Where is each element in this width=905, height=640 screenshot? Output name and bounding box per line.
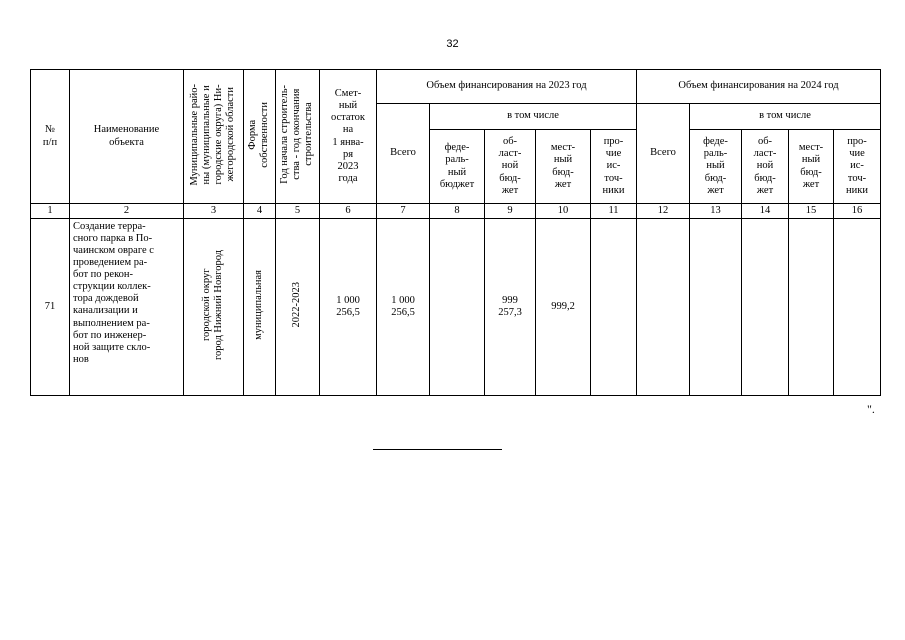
header-num: № п/п bbox=[31, 70, 70, 204]
row-balance: 1 000 256,5 bbox=[320, 219, 377, 396]
column-number: 9 bbox=[485, 204, 536, 219]
column-number: 7 bbox=[377, 204, 430, 219]
row-ownership: муниципальная bbox=[244, 219, 276, 396]
header-balance: Смет- ный остаток на 1 янва- ря 2023 года bbox=[320, 70, 377, 204]
row-district: городской округ город Нижний Новгород bbox=[184, 219, 244, 396]
row-years: 2022-2023 bbox=[276, 219, 320, 396]
header-other-2023: про- чие ис- точ- ники bbox=[591, 130, 637, 204]
row-local-2024 bbox=[789, 219, 834, 396]
column-number: 2 bbox=[70, 204, 184, 219]
row-regional-2024 bbox=[742, 219, 789, 396]
header-total-2024: Всего bbox=[637, 104, 690, 204]
header-federal-2024: феде- раль- ный бюд- жет bbox=[690, 130, 742, 204]
separator-line bbox=[373, 449, 502, 450]
header-row-1 bbox=[31, 70, 881, 104]
column-number: 6 bbox=[320, 204, 377, 219]
column-number: 4 bbox=[244, 204, 276, 219]
header-federal-2023: феде- раль- ный бюджет bbox=[430, 130, 485, 204]
row-other-2023 bbox=[591, 219, 637, 396]
row-num: 71 bbox=[31, 219, 70, 396]
table-row bbox=[31, 219, 881, 396]
column-number: 11 bbox=[591, 204, 637, 219]
row-federal-2024 bbox=[690, 219, 742, 396]
row-other-2024 bbox=[834, 219, 881, 396]
column-number: 8 bbox=[430, 204, 485, 219]
column-number: 1 bbox=[31, 204, 70, 219]
header-local-2023: мест- ный бюд- жет bbox=[536, 130, 591, 204]
row-total-2024 bbox=[637, 219, 690, 396]
column-number: 15 bbox=[789, 204, 834, 219]
header-years: Год начала строитель- ства - год окончания строительства bbox=[276, 70, 320, 204]
row-total-2023: 1 000 256,5 bbox=[377, 219, 430, 396]
column-number: 16 bbox=[834, 204, 881, 219]
column-number: 14 bbox=[742, 204, 789, 219]
column-number: 5 bbox=[276, 204, 320, 219]
header-incl-2023: в том числе bbox=[430, 104, 637, 130]
header-total-2023: Всего bbox=[377, 104, 430, 204]
column-number: 13 bbox=[690, 204, 742, 219]
column-number: 10 bbox=[536, 204, 591, 219]
header-incl-2024: в том числе bbox=[690, 104, 881, 130]
row-local-2023: 999,2 bbox=[536, 219, 591, 396]
column-number: 3 bbox=[184, 204, 244, 219]
header-regional-2023: об- ласт- ной бюд- жет bbox=[485, 130, 536, 204]
header-name: Наименование объекта bbox=[70, 70, 184, 204]
column-number-row bbox=[31, 204, 881, 219]
header-group-2023: Объем финансирования на 2023 год bbox=[377, 70, 637, 104]
row-regional-2023: 999 257,3 bbox=[485, 219, 536, 396]
financing-table bbox=[30, 69, 881, 396]
closing-quote: ". bbox=[867, 402, 875, 416]
header-other-2024: про- чие ис- точ- ники bbox=[834, 130, 881, 204]
row-object-name: Создание терра- сного парка в По- чаинском овраге с проведением ра- бот по рекон- струкции коллек- тора дождевой канализации и выполнением ра- бот по инженер- ной защите скло- нов bbox=[70, 219, 184, 396]
header-group-2024: Объем финансирования на 2024 год bbox=[637, 70, 881, 104]
header-regional-2024: об- ласт- ной бюд- жет bbox=[742, 130, 789, 204]
column-number: 12 bbox=[637, 204, 690, 219]
row-federal-2023 bbox=[430, 219, 485, 396]
header-ownership: Форма собственности bbox=[244, 70, 276, 204]
page-number: 32 bbox=[446, 38, 459, 50]
header-local-2024: мест- ный бюд- жет bbox=[789, 130, 834, 204]
header-district: Муниципальные райо- ны (муниципальные и городские округа) Ни- жегородской области bbox=[184, 70, 244, 204]
